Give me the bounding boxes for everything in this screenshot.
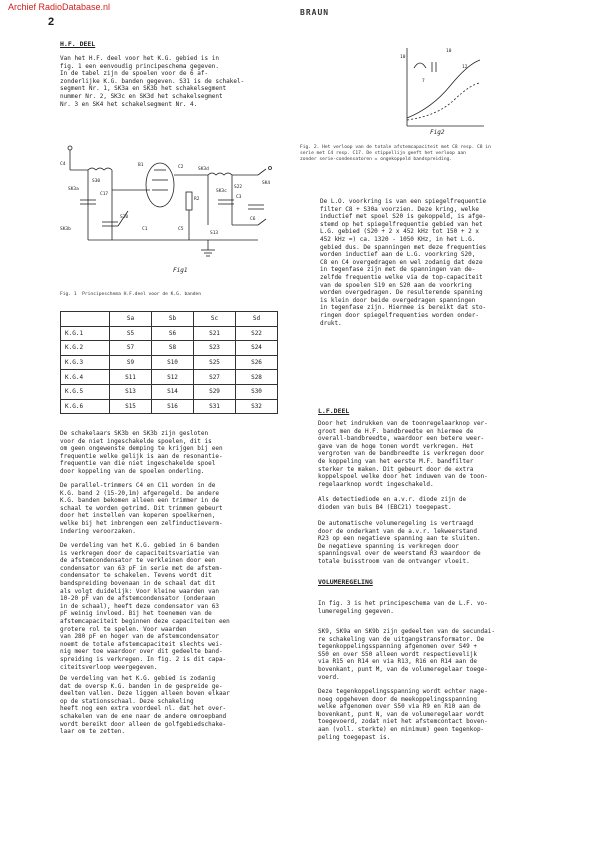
header-mark: BRAUN — [300, 8, 330, 17]
label-sk3c: SK3c — [216, 189, 227, 194]
avr-paragraph: De automatische volumeregeling is vertraagd door de onderkant van de a.v.r. lekweerstand R23 op een negatieve spanning aan te sluiten. De negatieve spanning is verkregen door spanningsval over de weerstand R3 waardoor de totale buisstroom van de ontvanger vloeit. — [318, 520, 481, 565]
fig2-label-10b: 10 — [400, 55, 406, 60]
table-row: K.G.1 S5 S6 S21 S22 — [61, 326, 278, 341]
hf-section-title: H.F. DEEL — [60, 40, 96, 48]
label-c17: C17 — [100, 192, 109, 197]
fig2-label-10: 10 — [446, 49, 452, 54]
fig2-caption-1: Fig. 2. Het verloop van de totale afstemcapaciteit met C8 resp. C8 in — [300, 145, 491, 150]
lf-sk-paragraph: SK9, SK9a en SK9b zijn gedeelten van de secundai- re schakeling van de uitgangstransformator. De tegenkoppelingsspanning afgenomen over S49 + S50 en over S50 alleen wordt respectievelijk via R15 en R14 en via R13, R16 en R14 aan de bovenkant, punt M, van de volumeregelaar toege- voerd. — [318, 628, 496, 681]
label-sk3d: SK3d — [198, 167, 209, 172]
label-c6: C6 — [250, 217, 256, 222]
fig1-label: Fig1 — [173, 267, 188, 274]
lf-section-title: L.F.DEEL — [318, 407, 350, 415]
table-header-row: Sa Sb Sc Sd — [61, 312, 278, 327]
lf-fig-paragraph: In fig. 3 is het principeschema van de L.F. vo- lumeregeling gegeven. — [318, 600, 488, 615]
lf-tap-paragraph: Deze tegenkoppelingsspanning wordt echter nage- noeg opgeheven door de meekoppelingsspanning welke afgenomen over S50 via R9 en R10 aan de bovenkant, punt N, van de volumeregelaar wordt toegevoerd, zodat niet het afstemcontact boven- aan (voll. sterkte) en minimum) geen tegenkop- peling toegepast is. — [318, 688, 488, 741]
fig2-label-12: 12 — [462, 65, 468, 70]
label-c1: C1 — [142, 227, 148, 232]
label-c4: C4 — [60, 162, 66, 167]
label-b1: B1 — [138, 163, 144, 168]
watermark-label: Archief RadioDatabase.nl — [8, 2, 111, 12]
lo-oscillator-paragraph: De L.O. voorkring is van een spiegelfrequentie filter C8 + S30a voorzien. Deze kring, welke inductief met spoel S20 is gekoppeld, is afge- stemd op het spiegelfrequentie gebied van het L.G. gebied (S20 + 2 x 452 kHz tot 150 + 2 x 452 kHz =) ca. 1320 - 1050 KHz, in het L.G. gebied dus. De spanningen met deze frequenties worden inductief aan de L.G. voorkring S20, C8 en C4 overgedragen en wel zodanig dat deze in tegenfase zijn met de spanningen van de- zelfde frequentie welke via de top-capaciteit van de spoelen S19 en S20 aan de voorkring worden overgedragen. De resulterende spanning is klein door beide overgedragen spanningen in tegenfase zijn. Hiermee is bereikt dat sto- ringen door spiegelfrequenties worden onder- drukt. — [320, 198, 487, 327]
fig2-caption-2: serie met C4 resp. C17. De stippellijn geeft het verloop aan — [300, 151, 466, 156]
table-row: K.G.4 S11 S12 S27 S28 — [61, 370, 278, 385]
table-row: K.G.3 S9 S10 S25 S26 — [61, 355, 278, 370]
fig2-graph — [392, 38, 492, 136]
tone-control-paragraph: Door het indrukken van de toonregelaarknop ver- groot men de H.F. bandbreedte en hiermee de overall-bandbreedte, waardoor een betere weer- gave van de hoge tonen wordt verkregen. Het vergroten van de bandbreedte is verkregen door de koppeling van het eerste M.F. bandfilter sterker te maken. Dit gebeurt door de extra koppelspoel welke door het induwen van de toon- regelaarknop wordt ingeschakeld. — [318, 420, 488, 488]
label-s30: S30 — [92, 179, 101, 184]
fig1-schematic — [58, 130, 288, 285]
fig2-caption-3: zonder serie-condensatoren = ongekoppeld bandspreiding. — [300, 157, 453, 162]
page-number: 2 — [48, 16, 55, 28]
table-row: K.G.2 S7 S8 S23 S24 — [61, 341, 278, 356]
fig2-label: Fig2 — [430, 129, 445, 136]
fig1-caption: Fig. 1 Principeschema H.F.deel voor de K.G. banden — [60, 292, 202, 297]
label-c2: C2 — [178, 165, 184, 170]
switch-note-paragraph: De schakelaars SK3b en SK3b zijn gesloten voor de niet ingeschakelde spoelen, dit is om geen ongewenste demping te krijgen bij een frequentie welke gelijk is aan de resonantie- frequentie van die niet ingeschakelde spoel door koppeling van de spoelen onderling. — [60, 430, 223, 475]
label-sk3a: SK3a — [68, 187, 79, 192]
detector-paragraph: Als detectiediode en a.v.r. diode zijn de dioden van buis B4 (EBC21) toegepast. — [318, 496, 467, 511]
label-s13: S13 — [210, 231, 219, 236]
label-c3: C3 — [236, 195, 242, 200]
table-row: K.G.6 S15 S16 S31 S32 — [61, 399, 278, 414]
label-c5: C5 — [178, 227, 184, 232]
parallel-trimmers-paragraph: De parallel-trimmers C4 en C11 worden in de K.G. band 2 (15-20,1m) afgeregeld. De andere K.G. banden bekomen alleen een trimmer in de schaal te worden getrimd. Dit trimmen gebeurt door het instellen van koperen spoelkernen, welke bij het inbrengen een zelfinductieverm- indering veroorzaken. — [60, 482, 223, 535]
label-sk4: SK4 — [262, 181, 271, 186]
hf-intro-paragraph: Van het H.F. deel voor het K.G. gebied is in fig. 1 een eenvoudig principeschema gegeven. In de tabel zijn de spoelen voor de 6 af- zonderlijke K.G. banden gegeven. S31 is de schakel- segment Nr. 1, SK3a en SK3b het schakelsegment nummer Nr. 2, SK3c en SK3d het schakelsegment Nr. 3 en SK4 het schakelsegment Nr. 4. — [60, 55, 245, 108]
label-sk3b: SK3b — [60, 227, 71, 232]
band-division2-paragraph: De verdeling van het K.G. gebied is zodanig dat de oversp K.G. banden in de gespreide ge- deelten vallen. Deze liggen alleen boven elkaar op de stationsschaal. Deze schakeling heeft nog een extra voordeel nl. dat het over- schakelen van de ene naar de andere omroepband wordt bereikt door alleen de golfgebiedschake- laar om te zetten. — [60, 675, 230, 736]
table-row: K.G.5 S13 S14 S29 S30 — [61, 384, 278, 399]
coil-table — [60, 311, 278, 414]
fig2-label-7: 7 — [422, 79, 425, 84]
label-s20: S20 — [120, 215, 129, 220]
label-s22: S22 — [234, 185, 243, 190]
label-r2: R2 — [194, 197, 200, 202]
band-division-paragraph: De verdeling van het K.G. gebied in 6 banden is verkregen door de capaciteitsvariatie van de afstemcondensator te verkleinen door een condensator van 63 pF in serie met de afstem- condensator te schakelen. Tevens wordt dit bandspreiding bovenaan in de schaal dat dit als volgt duidelijk: Voor kleine waarden van 10-20 pF van de afstemcondensator (onderaan in de schaal), heeft deze condensator van 63 pF weinig invloed. Bij het toenemen van de afstemcapaciteit beginnen deze capaciteiten een grotere rol te spelen. Voor waarden van 280 pF en hoger van de afstemcondensator noemt de totale afstemcapaciteit slechts wei- nig meer toe waardoor over dit gedeelte band- spreiding is verkregen. In fig. 2 is dit capa- citeitsverloop weergegeven. — [60, 542, 230, 671]
volume-section-title: VOLUMEREGELING — [318, 578, 373, 586]
